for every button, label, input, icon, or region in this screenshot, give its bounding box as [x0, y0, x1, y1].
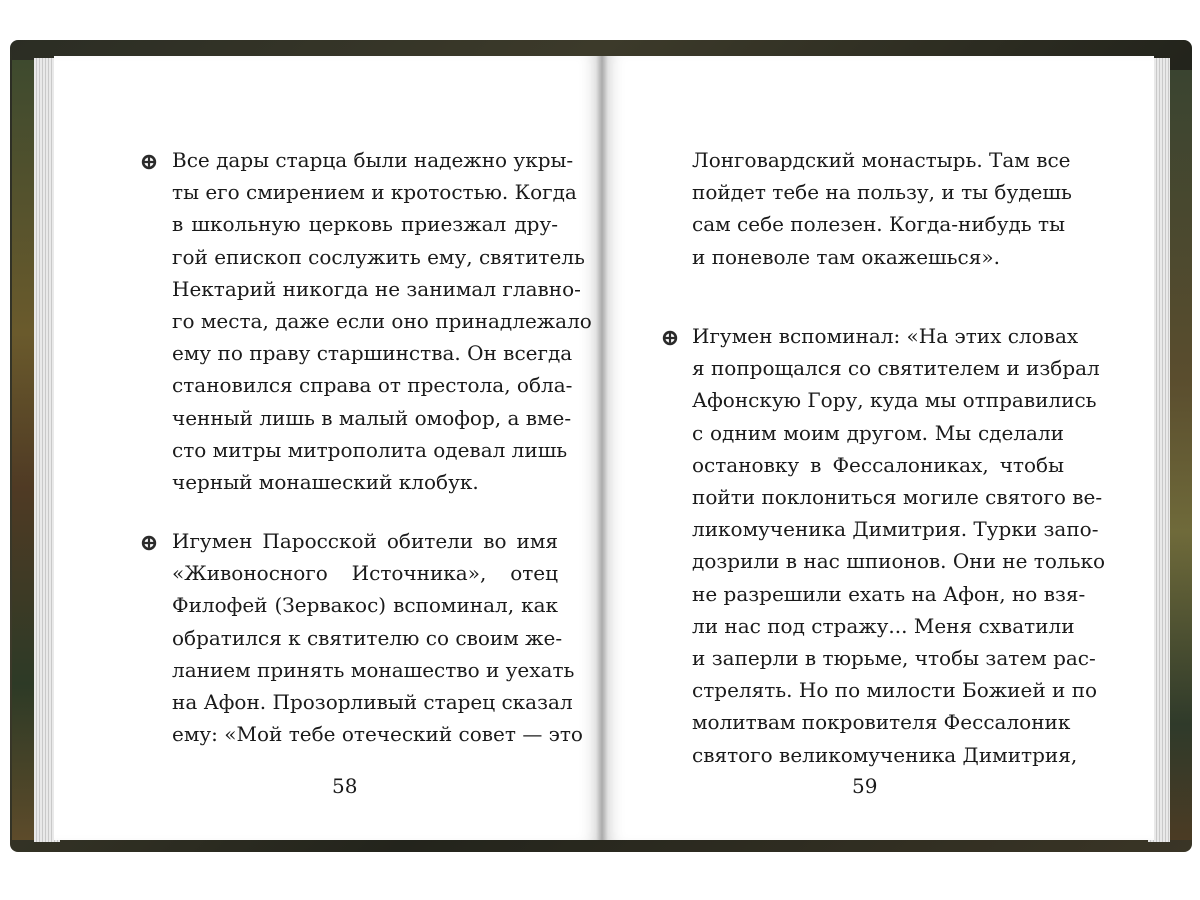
text-line: гой епископ сослужить ему, святитель — [172, 244, 585, 269]
text-line: стрелять. Но по милости Божией и по — [692, 678, 1098, 703]
ornament-cross-icon — [141, 535, 157, 551]
ornament-cross-icon — [141, 154, 157, 170]
text-line: в школьную церковь приезжал дру- — [172, 212, 558, 237]
left-page — [54, 56, 602, 840]
ornament-cross-icon — [662, 330, 678, 346]
text-line: пойдет тебе на пользу, и ты будешь — [692, 180, 1072, 205]
text-line: с одним моим другом. Мы сделали — [692, 420, 1064, 445]
text-line: Игумен Паросской обители во имя — [172, 529, 558, 553]
text-line: я попрощался со святителем и избрал — [692, 356, 1100, 381]
text-line: молитвам покровителя Фессалоник — [692, 710, 1071, 735]
text-line: на Афон. Прозорливый старец сказал — [172, 690, 573, 715]
text-line: черный монашеский клобук. — [172, 470, 479, 495]
text-line: ченный лишь в малый омофор, а вме- — [172, 405, 572, 430]
text-line: ему: «Мой тебе отеческий совет — это — [172, 722, 583, 747]
right-paragraph-1 — [692, 144, 1072, 273]
text-line: сам себе полезен. Когда-нибудь ты — [692, 212, 1066, 237]
left-paragraph-1 — [172, 144, 592, 498]
text-line: «Живоносного Источника», отец — [172, 561, 558, 586]
left-paragraph-2 — [172, 525, 583, 750]
right-paragraph-2 — [692, 320, 1106, 771]
text-line: остановку в Фессалониках, чтобы — [692, 452, 1064, 477]
text-line: Филофей (Зервакос) вспоминал, как — [172, 593, 558, 618]
text-line: Все дары старца были надежно укры- — [172, 148, 574, 172]
text-line: го места, даже если оно принадлежало — [172, 309, 592, 334]
text-line: обратился к святителю со своим же- — [172, 625, 563, 650]
page-number: 59 — [852, 774, 878, 798]
page-number: 58 — [332, 774, 358, 798]
text-line: сто митры митрополита одевал лишь — [172, 437, 568, 462]
text-line: ли нас под стражу... Меня схватили — [692, 613, 1075, 638]
text-line: становился справа от престола, обла- — [172, 373, 573, 398]
text-line: ланием принять монашество и уехать — [172, 657, 575, 682]
text-line: пойти поклониться могиле святого ве- — [692, 485, 1103, 510]
text-line: ты его смирением и кротостью. Когда — [172, 180, 577, 205]
text-line: и поневоле там окажешься». — [692, 244, 1000, 269]
text-line: святого великомученика Димитрия, — [692, 742, 1078, 767]
text-line: Лонговардский монастырь. Там все — [692, 148, 1071, 172]
text-line: Нектарий никогда не занимал главно- — [172, 276, 581, 301]
text-line: не разрешили ехать на Афон, но взя- — [692, 581, 1086, 606]
text-line: Игумен вспоминал: «На этих словах — [692, 324, 1079, 348]
text-line: Афонскую Гору, куда мы отправились — [692, 388, 1097, 413]
text-line: ему по праву старшинства. Он всегда — [172, 341, 573, 366]
text-line: и заперли в тюрьме, чтобы затем рас- — [692, 646, 1096, 671]
text-line: ликомученика Димитрия. Турки запо- — [692, 517, 1099, 542]
right-page — [602, 56, 1154, 840]
text-line: дозрили в нас шпионов. Они не только — [692, 549, 1106, 574]
book-gutter — [596, 56, 608, 840]
